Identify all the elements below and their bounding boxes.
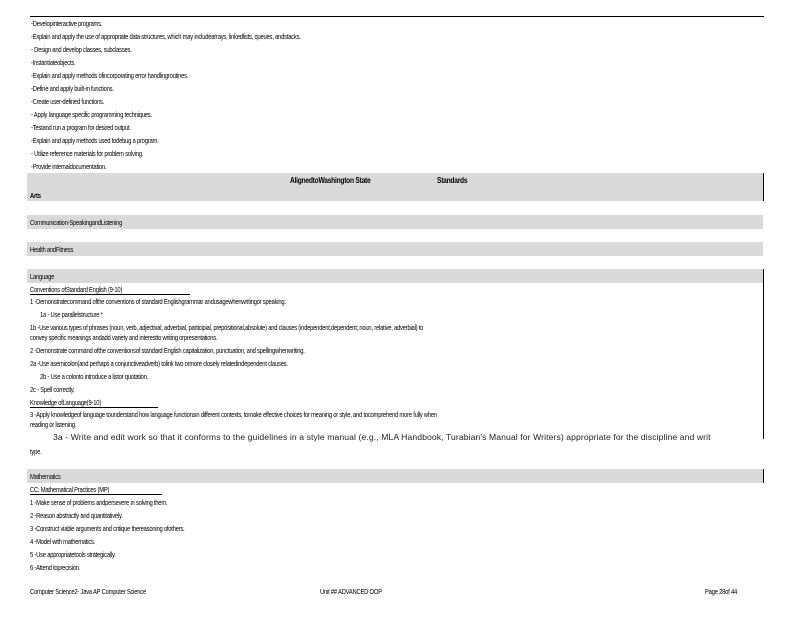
band-right-rule bbox=[763, 173, 764, 201]
math-item-1: 1 -Make sense of problems andpersevere in solving them. bbox=[30, 498, 168, 507]
lang-item-3-line1: 3 -Apply knowledgeof language tounderstand how language functionsin different contexts, tomake effective choices for meaning or style, and tocomprehend more fully when bbox=[30, 410, 437, 419]
lang-item-2c: 2c - Spell correctly. bbox=[30, 385, 75, 394]
standards-heading-right: Standards bbox=[437, 175, 468, 185]
lang-item-1a: 1a - Use parallelstructure.* bbox=[40, 310, 103, 319]
objective-9: -Testand run a program for desired output. bbox=[31, 123, 131, 132]
conventions-label: Conventions ofStandard English (9-10) bbox=[30, 285, 123, 294]
math-item-2: 2 -Reason abstractly and quantitatively. bbox=[30, 511, 123, 520]
objective-10: -Explain and apply methods used todebug a program. bbox=[31, 136, 159, 145]
practices-label: CC: Mathematical Practices (MP) bbox=[30, 485, 110, 494]
objective-8: - Apply language specific programming techniques. bbox=[31, 110, 152, 119]
math-item-6: 6 -Attend toprecision. bbox=[30, 563, 81, 572]
health-band bbox=[27, 242, 763, 256]
lang-item-1: 1 -Demonstratecommand ofthe conventions of standard Englishgrammar andusagewhenwritingor speaking. bbox=[30, 297, 286, 306]
lang-item-3a-line2: type. bbox=[30, 447, 42, 456]
section-arts: Arts bbox=[30, 191, 41, 200]
objective-4: -Instantiateobjects. bbox=[31, 58, 76, 67]
standards-heading: AlignedtoWashington State bbox=[290, 175, 371, 185]
language-band bbox=[27, 269, 763, 283]
footer-course: Computer Science2- Java AP Computer Science bbox=[30, 587, 147, 596]
math-right-rule bbox=[763, 469, 764, 483]
objective-1: -Developinteractive programs. bbox=[31, 19, 103, 28]
lang-item-2: 2 -Demonstrate command ofthe conventionsof standard English capitalization, punctuation, and spellingwhenwriting. bbox=[30, 346, 305, 355]
lang-item-3a-line1: 3a - Write and edit work so that it conforms to the guidelines in a style manual (e.g., MLA Handbook, Turabian's Manual for Writers) appropriate for the discipline and writ bbox=[53, 432, 711, 442]
objective-2: -Explain and apply the use of appropriate data structures, which may includearrays, linkedlists, queues, andstacks. bbox=[31, 32, 301, 41]
lang-item-2b: 2b - Use a colonto introduce a listor quotation. bbox=[40, 372, 149, 381]
math-item-5: 5 -Use appropriatetools strategically. bbox=[30, 550, 116, 559]
lang-item-2a: 2a -Use asemicolon(and perhaps a conjunctiveadverb) tolink two ormore closely relatedindependent clauses. bbox=[30, 359, 288, 368]
communication-band bbox=[27, 215, 763, 229]
objective-3: - Design and develop classes, subclasses. bbox=[31, 45, 132, 54]
math-item-3: 3 -Construct viable arguments and critique thereasoning ofothers. bbox=[30, 524, 185, 533]
practices-underline bbox=[30, 494, 162, 495]
footer-unit: Unit ## ADVANCED OOP bbox=[320, 587, 382, 596]
knowledge-underline bbox=[30, 407, 158, 408]
objective-12: -Provide internaldocumentation. bbox=[31, 162, 107, 171]
knowledge-label: Knowledge ofLanguage(9-10) bbox=[30, 398, 102, 407]
objective-11: - Utilize reference materials for problem solving. bbox=[31, 149, 144, 158]
conventions-underline bbox=[30, 294, 190, 295]
lang-item-3-line2: reading or listening. bbox=[30, 420, 77, 429]
footer-page: Page 28of 44 bbox=[705, 587, 738, 596]
lang-item-1b-line1: 1b -Use various types of phrases (noun, verb, adjectival, adverbial, participial, prepositional,absolute) and clauses (independent,dependent; noun, relative, adverbial) to bbox=[30, 323, 424, 332]
section-communication: Communication-SpeakingandListening bbox=[30, 218, 123, 227]
lang-item-1b-line2: convey specific meanings andadd variety and interestto writing orpresentations. bbox=[30, 333, 218, 342]
math-item-4: 4 -Model with mathematics. bbox=[30, 537, 96, 546]
top-rule bbox=[30, 16, 764, 17]
section-language: Language bbox=[30, 272, 55, 281]
standards-heading-band bbox=[27, 173, 763, 201]
section-health: Health andFitness bbox=[30, 245, 74, 254]
objective-5: -Explain and apply methods ofincorporating error handlingroutines. bbox=[31, 71, 189, 80]
language-right-rule bbox=[763, 269, 764, 439]
mathematics-band bbox=[27, 469, 763, 483]
section-mathematics: Mathematics bbox=[30, 472, 61, 481]
objective-6: -Define and apply built-in functions. bbox=[31, 84, 114, 93]
objective-7: -Create user-defined functions. bbox=[31, 97, 105, 106]
